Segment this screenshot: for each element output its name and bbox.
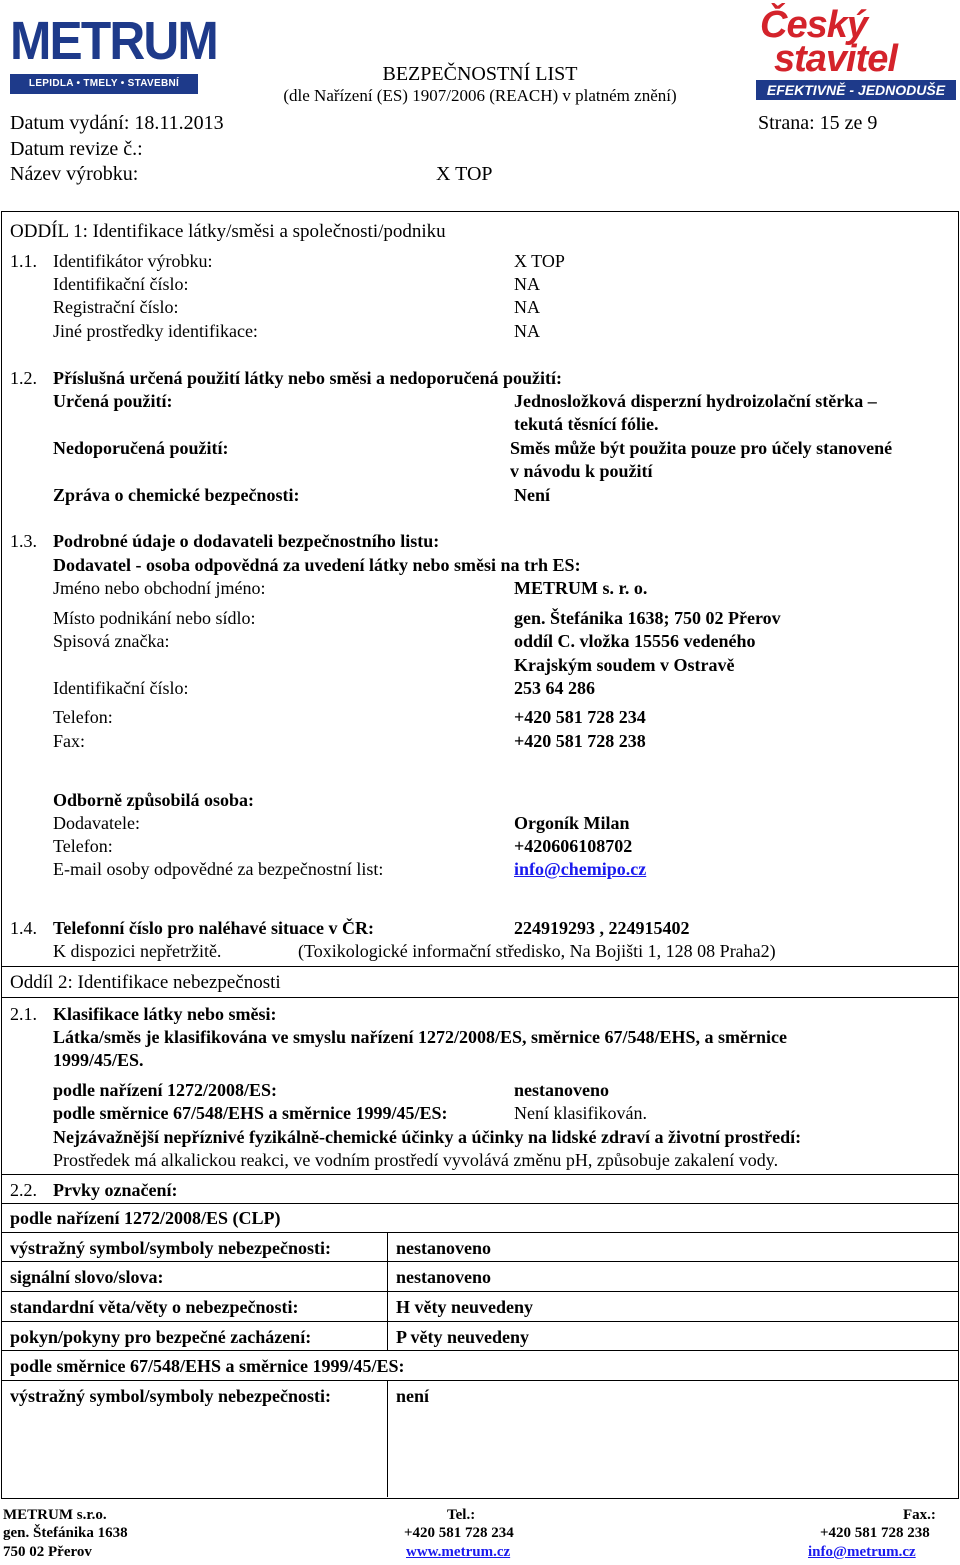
document-title: BEZPEČNOSTNÍ LIST bbox=[382, 63, 578, 85]
date-issued: Datum vydání: 18.11.2013 bbox=[10, 112, 224, 134]
s13-file-value-2: Krajským soudem v Ostravě bbox=[514, 655, 735, 675]
s13-phone-value: +420 581 728 234 bbox=[514, 707, 646, 727]
footer-fax-label: Fax.: bbox=[903, 1507, 936, 1523]
expert-phone-value: +420606108702 bbox=[514, 836, 633, 856]
s13-fax-label: Fax: bbox=[53, 731, 86, 751]
s11-label-registration: Registrační číslo: bbox=[53, 297, 179, 317]
footer-company: METRUM s.r.o. bbox=[3, 1507, 107, 1523]
section2-heading-divider bbox=[1, 997, 958, 998]
directive-table-column-divider bbox=[387, 1380, 388, 1497]
s21-clp-value: nestanoveno bbox=[514, 1080, 610, 1100]
s13-id-label: Identifikační číslo: bbox=[53, 678, 189, 698]
s13-fax-value: +420 581 728 238 bbox=[514, 731, 646, 751]
s11-value-id-number: NA bbox=[514, 274, 540, 294]
section2-heading: Oddíl 2: Identifikace nebezpečnosti bbox=[10, 972, 281, 993]
footer-fax-value: +420 581 728 238 bbox=[820, 1525, 930, 1541]
s13-file-value-1: oddíl C. vložka 15556 vedeného bbox=[514, 631, 756, 651]
cesky-stavitel-logo-line2: stavitel bbox=[774, 38, 897, 80]
s14-numbers: 224919293 , 224915402 bbox=[514, 918, 690, 938]
clp-row-signal-value: nestanoveno bbox=[396, 1267, 492, 1287]
footer-tel-label: Tel.: bbox=[447, 1507, 476, 1523]
s21-text-1: Látka/směs je klasifikována ve smyslu nařízení 1272/2008/ES, směrnice 67/548/EHS, a směrnice bbox=[53, 1027, 787, 1047]
s21-text-2: 1999/45/ES. bbox=[53, 1050, 144, 1070]
s13-number: 1.3. bbox=[10, 531, 37, 551]
s22-divider-top bbox=[1, 1174, 958, 1175]
footer-email-link[interactable]: info@metrum.cz bbox=[808, 1544, 916, 1560]
expert-phone-label: Telefon: bbox=[53, 836, 113, 856]
metrum-logo-word: METRUM bbox=[10, 11, 217, 71]
s11-value-identifier: X TOP bbox=[514, 251, 565, 271]
footer-website-link[interactable]: www.metrum.cz bbox=[406, 1544, 511, 1560]
s13-id-value: 253 64 286 bbox=[514, 678, 595, 698]
cesky-stavitel-logo-line1: Český bbox=[760, 4, 867, 46]
clp-heading: podle nařízení 1272/2008/ES (CLP) bbox=[10, 1208, 281, 1228]
s13-seat-value: gen. Štefánika 1638; 750 02 Přerov bbox=[514, 608, 781, 628]
clp-row-divider bbox=[1, 1261, 958, 1262]
s14-number: 1.4. bbox=[10, 918, 37, 938]
clp-row-divider bbox=[1, 1291, 958, 1292]
revision-date: Datum revize č.: bbox=[10, 138, 143, 160]
section2-divider bbox=[1, 966, 958, 967]
s12-report-label: Zpráva o chemické bezpečnosti: bbox=[53, 485, 300, 505]
s12-title: Příslušná určená použití látky nebo směsi a nedoporučená použití: bbox=[53, 368, 563, 388]
s11-label-id-number: Identifikační číslo: bbox=[53, 274, 189, 294]
s21-directive-label: podle směrnice 67/548/EHS a směrnice 1999/45/ES: bbox=[53, 1103, 448, 1123]
s21-effects-title: Nejzávažnější nepříznivé fyzikálně-chemické účinky a účinky na lidské zdraví a životní prostředí: bbox=[53, 1127, 802, 1147]
clp-table-bottom bbox=[1, 1350, 958, 1351]
product-name: X TOP bbox=[436, 163, 493, 185]
s12-intended-label: Určená použití: bbox=[53, 391, 173, 411]
page-number: Strana: 15 ze 9 bbox=[758, 112, 878, 134]
s11-label-identifier: Identifikátor výrobku: bbox=[53, 251, 213, 271]
product-name-label: Název výrobku: bbox=[10, 163, 139, 185]
expert-email-link[interactable]: info@chemipo.cz bbox=[514, 859, 647, 879]
s22-divider bbox=[1, 1203, 958, 1204]
s13-phone-label: Telefon: bbox=[53, 707, 113, 727]
s21-number: 2.1. bbox=[10, 1004, 37, 1024]
s12-intended-value-1: Jednosložková disperzní hydroizolační stěrka – bbox=[514, 391, 877, 411]
clp-row-precaution-value: P věty neuvedeny bbox=[396, 1327, 529, 1347]
s11-value-registration: NA bbox=[514, 297, 540, 317]
clp-row-symbol-value: nestanoveno bbox=[396, 1238, 492, 1258]
expert-title: Odborně způsobilá osoba: bbox=[53, 790, 255, 810]
s14-title: Telefonní číslo pro naléhavé situace v ČR: bbox=[53, 918, 375, 938]
s11-value-other: NA bbox=[514, 321, 540, 341]
directive-table-top bbox=[1, 1380, 958, 1381]
s12-not-value-2: v návodu k použití bbox=[510, 461, 653, 481]
document-subtitle: (dle Nařízení (ES) 1907/2006 (REACH) v platném znění) bbox=[283, 86, 677, 105]
s14-availability: K dispozici nepřetržitě. bbox=[53, 941, 222, 961]
s14-center: (Toxikologické informační středisko, Na Bojišti 1, 128 08 Praha2) bbox=[298, 941, 776, 961]
expert-supplier-label: Dodavatele: bbox=[53, 813, 140, 833]
expert-email-label: E-mail osoby odpovědné za bezpečnostní list: bbox=[53, 859, 384, 879]
footer-tel-value: +420 581 728 234 bbox=[404, 1525, 514, 1541]
expert-supplier-value: Orgoník Milan bbox=[514, 813, 630, 833]
s22-number: 2.2. bbox=[10, 1180, 37, 1200]
footer-street: gen. Štefánika 1638 bbox=[3, 1525, 128, 1541]
s21-title: Klasifikace látky nebo směsi: bbox=[53, 1004, 277, 1024]
s12-not-label: Nedoporučená použití: bbox=[53, 438, 229, 458]
clp-row-symbol-label: výstražný symbol/symboly nebezpečnosti: bbox=[10, 1238, 331, 1258]
s13-name-label: Jméno nebo obchodní jméno: bbox=[53, 578, 266, 598]
s21-clp-label: podle nařízení 1272/2008/ES: bbox=[53, 1080, 278, 1100]
clp-row-precaution-label: pokyn/pokyny pro bezpečné zacházení: bbox=[10, 1327, 312, 1347]
s21-directive-value: Není klasifikován. bbox=[514, 1103, 647, 1123]
metrum-logo-tagline: LEPIDLA • TMELY • STAVEBNÍ CHEMIE bbox=[10, 74, 198, 94]
cesky-stavitel-logo bbox=[756, 6, 956, 102]
clp-row-hazard-value: H věty neuvedeny bbox=[396, 1297, 533, 1317]
s22-title: Prvky označení: bbox=[53, 1180, 178, 1200]
s21-effects-text: Prostředek má alkalickou reakci, ve vodním prostředí vyvolává změnu pH, způsobuje zakalení vody. bbox=[53, 1150, 779, 1170]
s12-report-value: Není bbox=[514, 485, 550, 505]
clp-row-divider bbox=[1, 1321, 958, 1322]
s13-seat-label: Místo podnikání nebo sídlo: bbox=[53, 608, 256, 628]
clp-row-hazard-label: standardní věta/věty o nebezpečnosti: bbox=[10, 1297, 299, 1317]
directive-heading: podle směrnice 67/548/EHS a směrnice 1999/45/ES: bbox=[10, 1356, 405, 1376]
s13-file-label: Spisová značka: bbox=[53, 631, 170, 651]
s12-intended-value-2: tekutá těsnící fólie. bbox=[514, 414, 659, 434]
s12-not-value-1: Směs může být použita pouze pro účely stanovené bbox=[510, 438, 893, 458]
s11-label-other: Jiné prostředky identifikace: bbox=[53, 321, 258, 341]
cesky-stavitel-logo-slogan: EFEKTIVNĚ - JEDNODUŠE bbox=[756, 80, 956, 100]
footer-city: 750 02 Přerov bbox=[3, 1544, 92, 1560]
directive-row-symbol-label: výstražný symbol/symboly nebezpečnosti: bbox=[10, 1386, 331, 1406]
s11-number: 1.1. bbox=[10, 251, 37, 271]
s13-name-value: METRUM s. r. o. bbox=[514, 578, 648, 598]
s12-number: 1.2. bbox=[10, 368, 37, 388]
directive-row-symbol-value: není bbox=[396, 1386, 430, 1406]
section1-heading: ODDÍL 1: Identifikace látky/směsi a společnosti/podniku bbox=[10, 221, 446, 242]
s13-subtitle: Dodavatel - osoba odpovědná za uvedení látky nebo směsi na trh ES: bbox=[53, 555, 581, 575]
s13-title: Podrobné údaje o dodavateli bezpečnostního listu: bbox=[53, 531, 440, 551]
clp-table-top bbox=[1, 1232, 958, 1233]
clp-row-signal-label: signální slovo/slova: bbox=[10, 1267, 164, 1287]
